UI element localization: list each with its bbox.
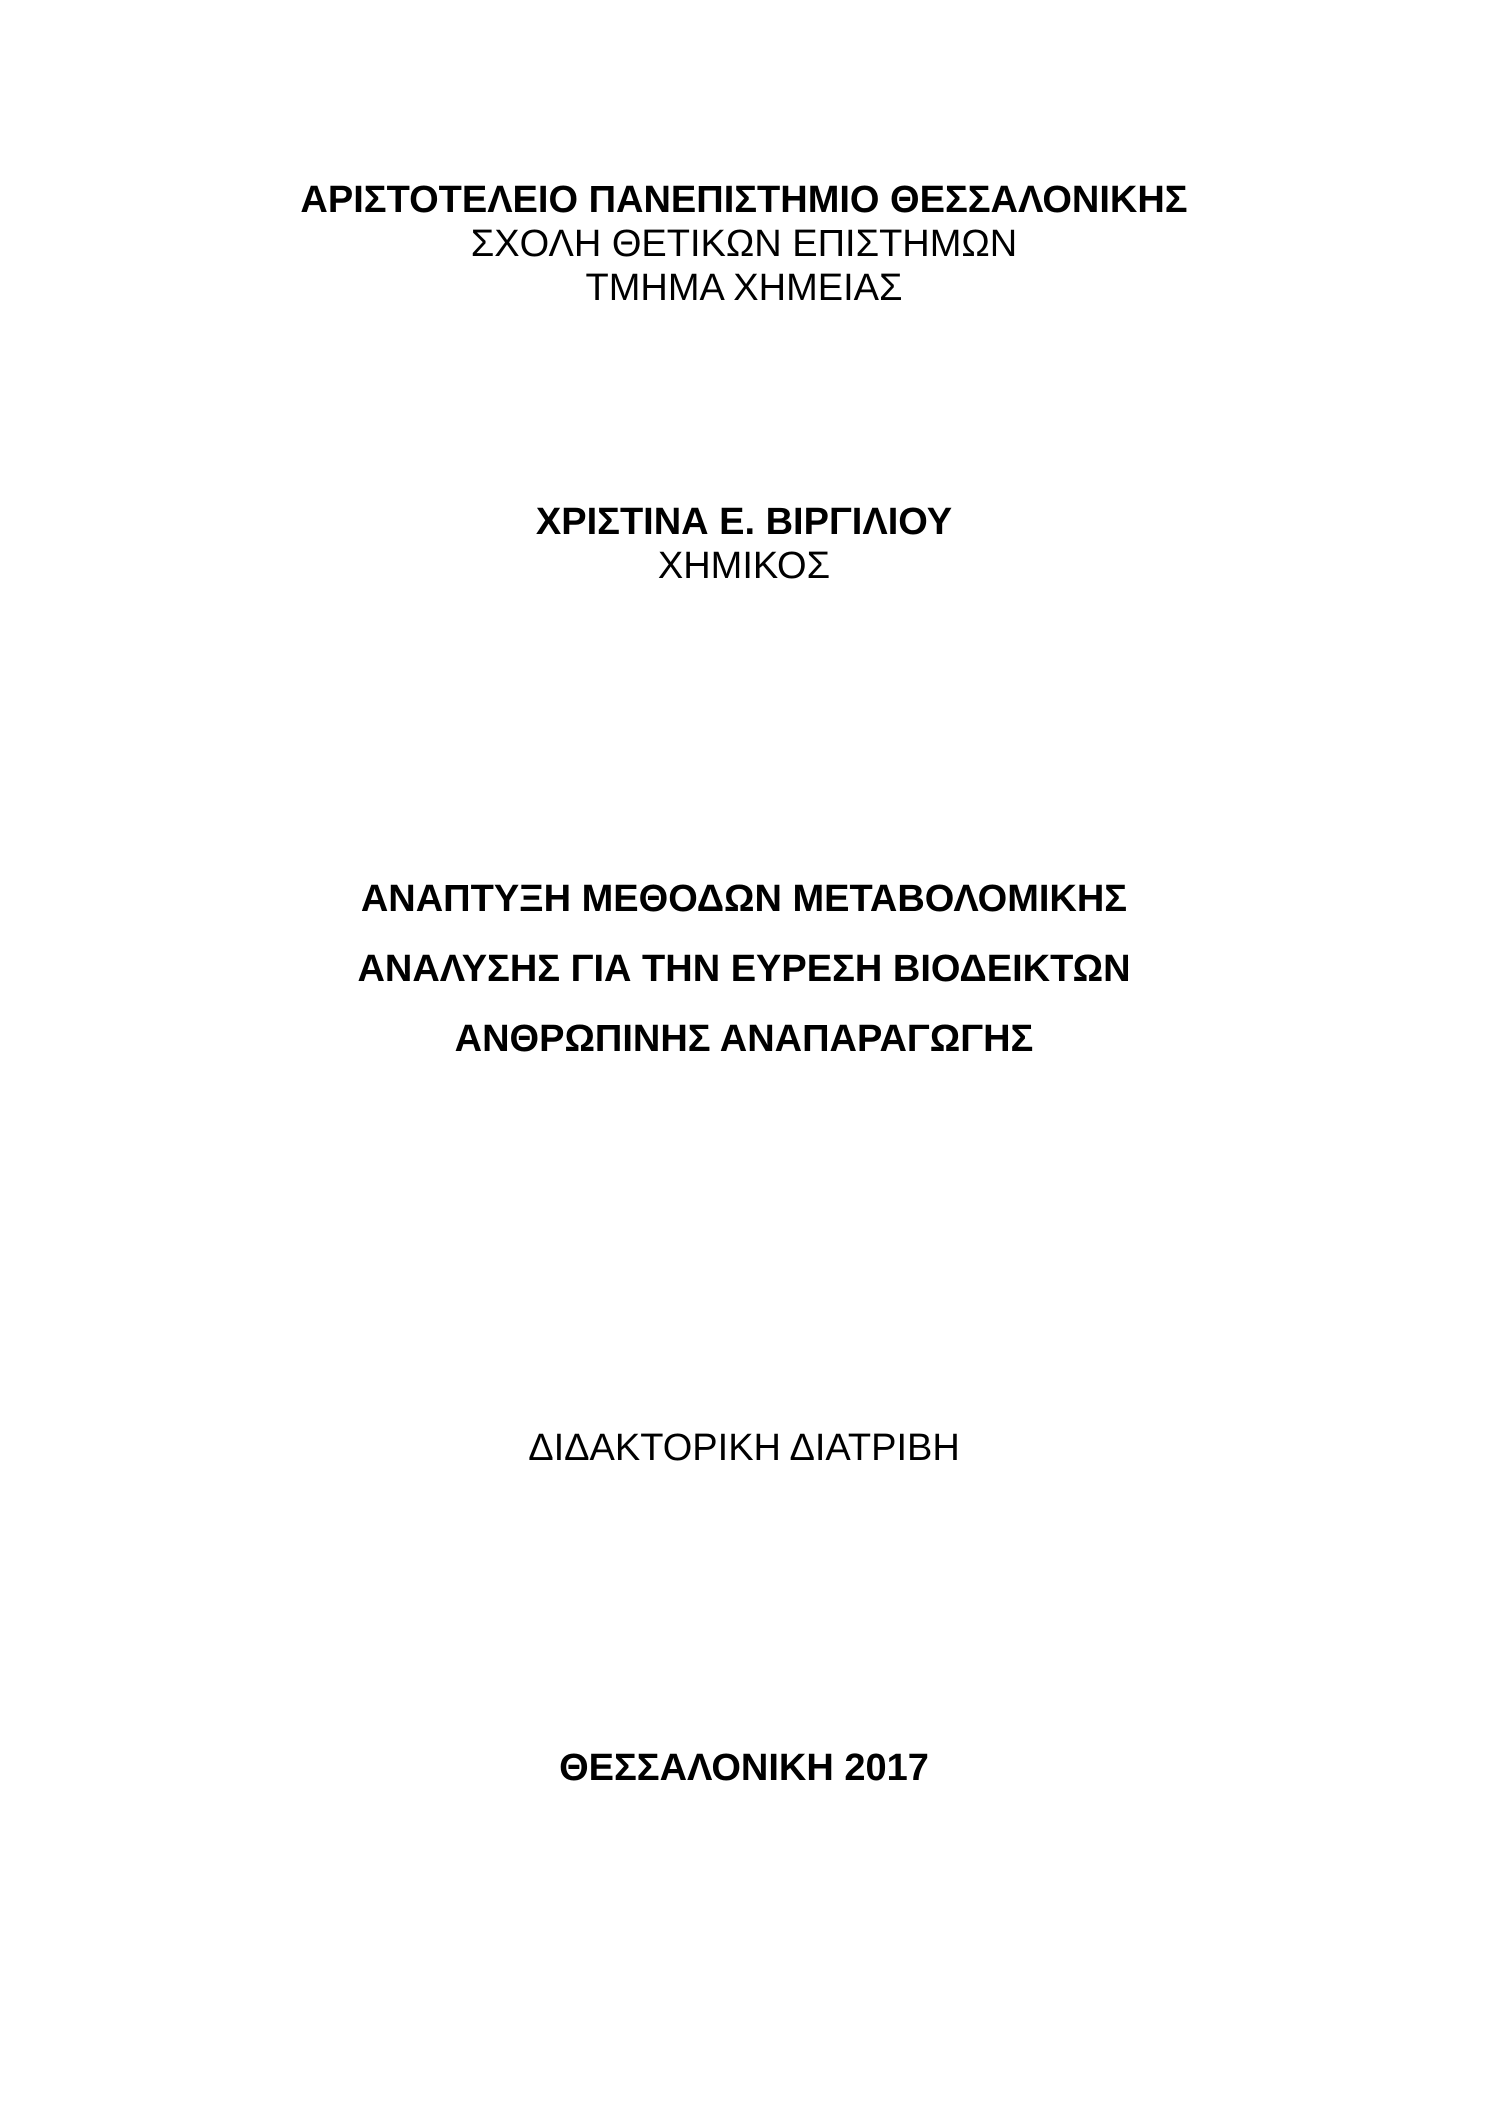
document-type: ΔΙΔΑΚΤΟΡΙΚΗ ΔΙΑΤΡΙΒΗ [528, 1427, 960, 1469]
thesis-title-line: ΑΝΘΡΩΠΙΝΗΣ ΑΝΑΠΑΡΑΓΩΓΗΣ [454, 1018, 1034, 1060]
author-name: ΧΡΙΣΤΙΝΑ Ε. ΒΙΡΓΙΛΙΟΥ [535, 501, 953, 543]
school-name: ΣΧΟΛΗ ΘΕΤΙΚΩΝ ΕΠΙΣΤΗΜΩΝ [470, 223, 1018, 265]
thesis-title-line: ΑΝΑΠΤΥΞΗ ΜΕΘΟΔΩΝ ΜΕΤΑΒΟΛΟΜΙΚΗΣ [360, 878, 1128, 920]
university-name: ΑΡΙΣΤΟΤΕΛΕΙΟ ΠΑΝΕΠΙΣΤΗΜΙΟ ΘΕΣΣΑΛΟΝΙΚΗΣ [300, 179, 1188, 221]
place-year: ΘΕΣΣΑΛΟΝΙΚΗ 2017 [559, 1747, 929, 1789]
institution-block [0, 178, 1488, 310]
author-profession: ΧΗΜΙΚΟΣ [657, 545, 831, 587]
thesis-title-line: ΑΝΑΛΥΣΗΣ ΓΙΑ ΤΗΝ ΕΥΡΕΣΗ ΒΙΟΔΕΙΚΤΩΝ [357, 948, 1131, 990]
department-name: ΤΜΗΜΑ ΧΗΜΕΙΑΣ [585, 267, 903, 309]
author-block [0, 500, 1488, 588]
thesis-title [0, 864, 1488, 1074]
place-year-block [0, 1746, 1488, 1790]
document-type-block [0, 1426, 1488, 1470]
